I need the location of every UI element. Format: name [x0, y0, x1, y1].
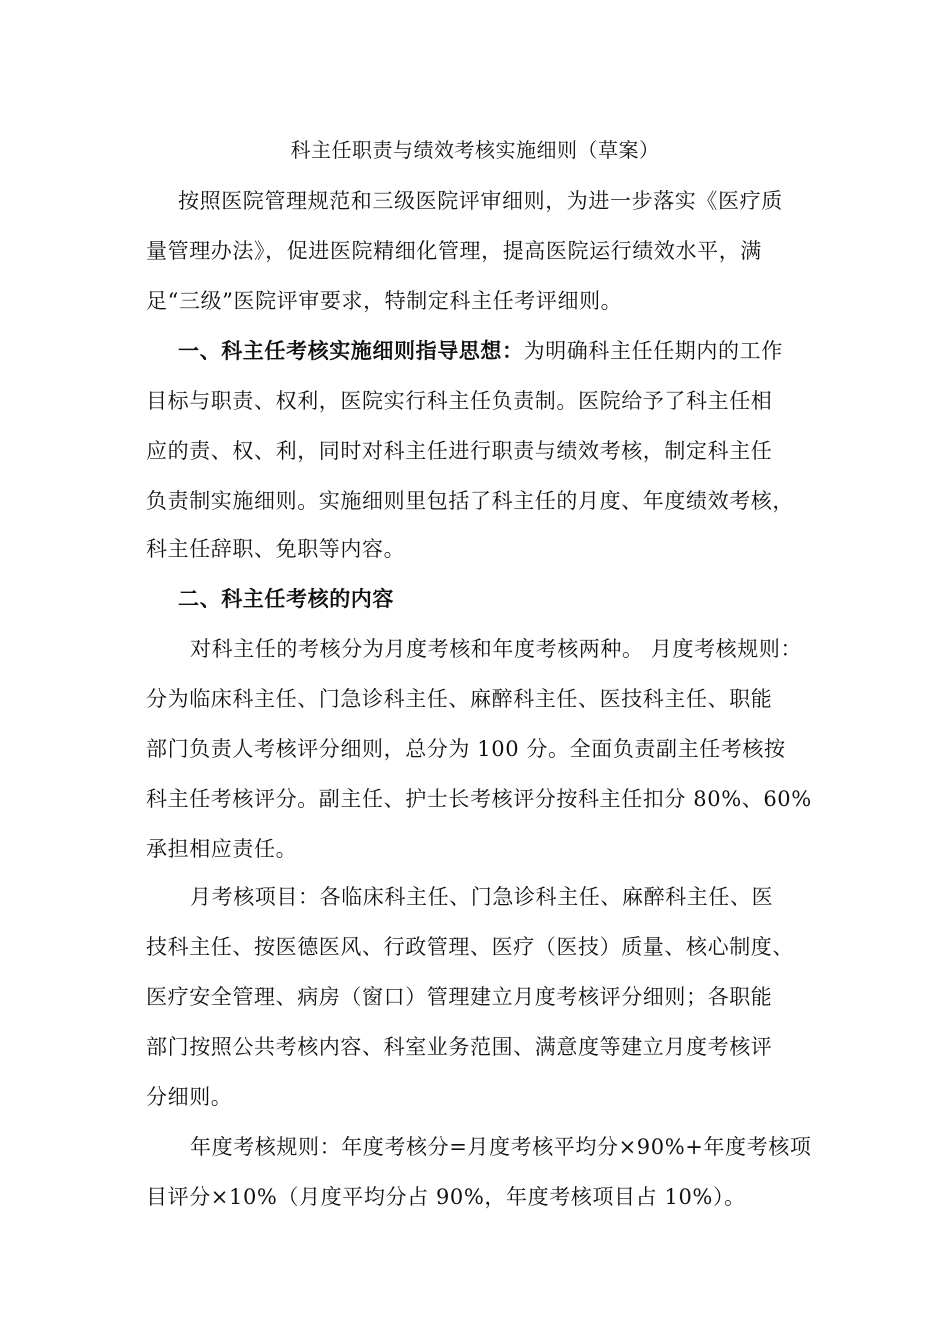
- section2-para2-line-5: 分细则。: [146, 1085, 233, 1109]
- section2-para3-line-1: 年度考核规则：年度考核分=月度考核平均分×90%+年度考核项: [190, 1135, 812, 1159]
- section2-para1-line-1: 对科主任的考核分为月度考核和年度考核两种。 月度考核规则：: [190, 637, 803, 661]
- section2-para2-line-4: 部门按照公共考核内容、科室业务范围、满意度等建立月度考核评: [146, 1035, 773, 1059]
- intro-line-1: 按照医院管理规范和三级医院评审细则，为进一步落实《医疗质: [178, 189, 783, 213]
- section1-line-2: 目标与职责、权利，医院实行科主任负责制。医院给予了科主任相: [146, 389, 773, 413]
- section1-line-1-text: 为明确科主任任期内的工作: [523, 339, 783, 363]
- section1-line-5: 科主任辞职、免职等内容。: [146, 537, 406, 561]
- intro-line-2: 量管理办法》，促进医院精细化管理，提高医院运行绩效水平，满: [146, 239, 762, 263]
- section2-para1-line-5: 承担相应责任。: [146, 837, 298, 861]
- section2-para3-line-2: 目评分×10%（月度平均分占 90%，年度考核项目占 10%）。: [146, 1185, 746, 1209]
- section2-para1-line-2: 分为临床科主任、门急诊科主任、麻醉科主任、医技科主任、职能: [146, 687, 773, 711]
- section2-para2-line-2: 技科主任、按医德医风、行政管理、医疗（医技）质量、核心制度、: [146, 935, 794, 959]
- section1-heading: 一、科主任考核实施细则指导思想：: [178, 339, 524, 363]
- section1-line-4: 负责制实施细则。实施细则里包括了科主任的月度、年度绩效考核，: [146, 489, 794, 513]
- section2-para1-line-4: 科主任考核评分。副主任、护士长考核评分按科主任扣分 80%、60%: [146, 787, 812, 811]
- section2-heading: 二、科主任考核的内容: [178, 587, 394, 611]
- section1-line-3: 应的责、权、利，同时对科主任进行职责与绩效考核，制定科主任: [146, 439, 773, 463]
- section2-para2-line-3: 医疗安全管理、病房（窗口）管理建立月度考核评分细则；各职能: [146, 985, 773, 1009]
- document-title: 科主任职责与绩效考核实施细则（草案）: [290, 138, 660, 162]
- section2-para2-line-1: 月考核项目：各临床科主任、门急诊科主任、麻醉科主任、医: [190, 885, 774, 909]
- section1-line-1: [178, 334, 783, 368]
- intro-line-3: 足“三级”医院评审要求，特制定科主任考评细则。: [146, 289, 623, 313]
- section2-para1-line-3: 部门负责人考核评分细则，总分为 100 分。全面负责副主任考核按: [146, 737, 786, 761]
